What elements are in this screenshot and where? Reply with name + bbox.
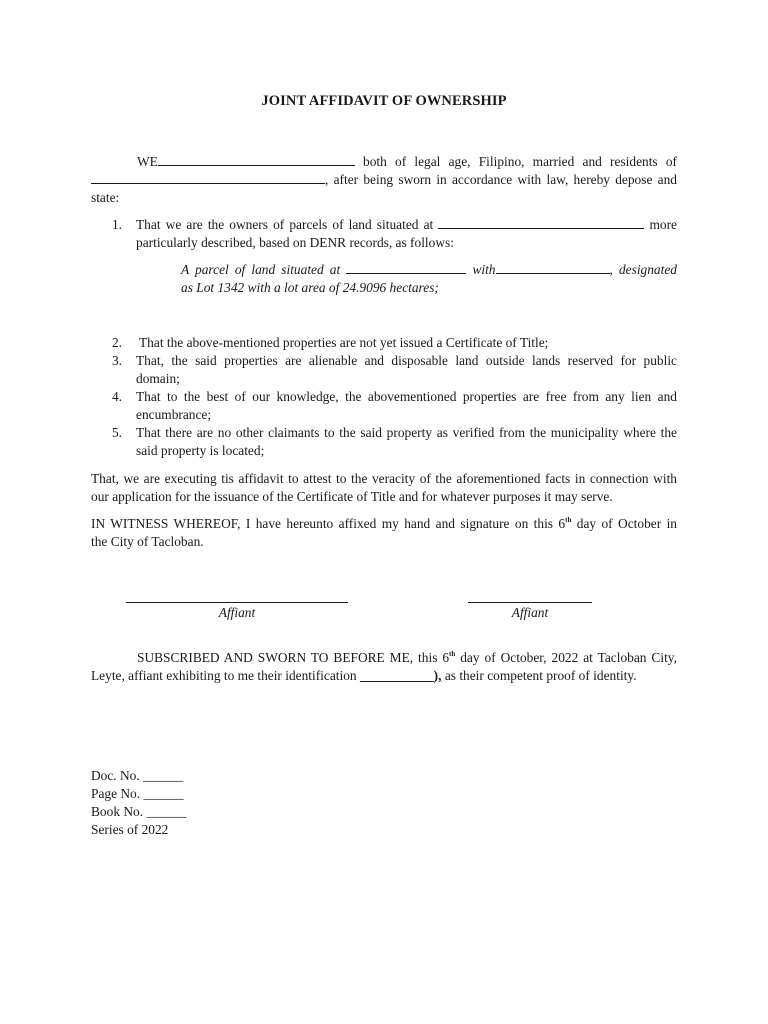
item-4-line-2: encumbrance; bbox=[136, 407, 212, 422]
series-label: Series of 2022 bbox=[91, 822, 169, 837]
affiant-label-1: Affiant bbox=[218, 605, 256, 620]
witness-text-start: IN WITNESS WHEREOF, I have hereunto affixed my hand and signature on this 6 bbox=[91, 516, 566, 531]
item-number: 3. bbox=[111, 353, 122, 368]
item-3-line-1: That, the said properties are alienable and disposable land outside lands reserved for public bbox=[136, 353, 677, 368]
location-blank bbox=[438, 216, 644, 229]
page-no-blank: ______ bbox=[143, 786, 184, 801]
item-4-line-1: That to the best of our knowledge, the abovementioned properties are free from any lien and bbox=[136, 389, 677, 404]
doc-no-label: Doc. No. bbox=[91, 768, 140, 783]
item-5-line-2: said property is located; bbox=[136, 443, 265, 458]
parcel-with-blank bbox=[496, 261, 610, 274]
purpose-line-2: our application for the issuance of the Certificate of Title and for whatever purposes it may serve. bbox=[91, 489, 613, 504]
jurat-text-3: as their competent proof of identity. bbox=[444, 668, 637, 683]
item-3-line-2: domain; bbox=[136, 371, 180, 386]
item-number: 2. bbox=[111, 335, 122, 350]
book-no-label: Book No. bbox=[91, 804, 144, 819]
item-number: 1. bbox=[111, 217, 122, 232]
page-no-label: Page No. bbox=[91, 786, 141, 801]
item-number: 4. bbox=[111, 389, 122, 404]
parcel-line-1 bbox=[181, 261, 677, 279]
book-no-blank: ______ bbox=[146, 804, 187, 819]
parcel-text-c: , designated bbox=[609, 262, 677, 277]
item-number: 5. bbox=[111, 425, 122, 440]
parcel-text-b: with bbox=[472, 262, 496, 277]
we-label: WE bbox=[137, 154, 158, 169]
document-title: JOINT AFFIDAVIT OF OWNERSHIP bbox=[261, 93, 507, 109]
jurat-text-2: Leyte, affiant exhibiting to me their identification bbox=[91, 668, 357, 683]
intro-line-2 bbox=[91, 171, 677, 189]
signature-line-1 bbox=[126, 602, 348, 603]
jurat-day-suffix: th bbox=[449, 650, 456, 658]
witness-line-1 bbox=[91, 515, 677, 533]
intro-line-1 bbox=[137, 153, 677, 171]
residence-blank bbox=[91, 171, 325, 184]
purpose-line-1: That, we are executing tis affidavit to attest to the veracity of the aforementioned facts in connection with bbox=[91, 471, 677, 486]
intro-text-1: both of legal age, Filipino, married and residents of bbox=[363, 154, 677, 169]
jurat-line-1 bbox=[137, 649, 677, 667]
item-1-line-2: particularly described, based on DENR records, as follows: bbox=[136, 235, 454, 250]
doc-no-line bbox=[91, 767, 183, 785]
names-blank bbox=[158, 153, 355, 166]
item-5-line-1: That there are no other claimants to the said property as verified from the municipality where the bbox=[136, 425, 677, 440]
witness-day-suffix: th bbox=[565, 516, 572, 524]
jurat-line-2 bbox=[91, 667, 637, 685]
item-1-text: That we are the owners of parcels of land situated at bbox=[136, 217, 434, 232]
parcel-location-blank bbox=[346, 261, 466, 274]
parcel-text-a: A parcel of land situated at bbox=[181, 262, 341, 277]
jurat-text-start: SUBSCRIBED AND SWORN TO BEFORE ME, this 6 bbox=[137, 650, 450, 665]
intro-text-2: , after being sworn in accordance with law, hereby depose and bbox=[325, 172, 677, 187]
jurat-text-end: day of October, 2022 at Tacloban City, bbox=[460, 650, 677, 665]
witness-text-end: day of October in bbox=[576, 516, 677, 531]
item-2-line-1: That the above-mentioned properties are not yet issued a Certificate of Title; bbox=[139, 335, 549, 350]
affiant-label-2: Affiant bbox=[511, 605, 549, 620]
witness-line-2: the City of Tacloban. bbox=[91, 534, 204, 549]
id-blank: ___________), bbox=[359, 668, 442, 683]
parcel-line-2: as Lot 1342 with a lot area of 24.9096 hectares; bbox=[181, 280, 439, 295]
item-1-more: more bbox=[649, 217, 677, 232]
page-no-line bbox=[91, 785, 184, 803]
signature-line-2 bbox=[468, 602, 592, 603]
item-1-line-1 bbox=[136, 216, 677, 234]
book-no-line bbox=[91, 803, 187, 821]
intro-line-3: state: bbox=[91, 190, 120, 205]
series-line bbox=[91, 821, 168, 839]
doc-no-blank: ______ bbox=[143, 768, 184, 783]
